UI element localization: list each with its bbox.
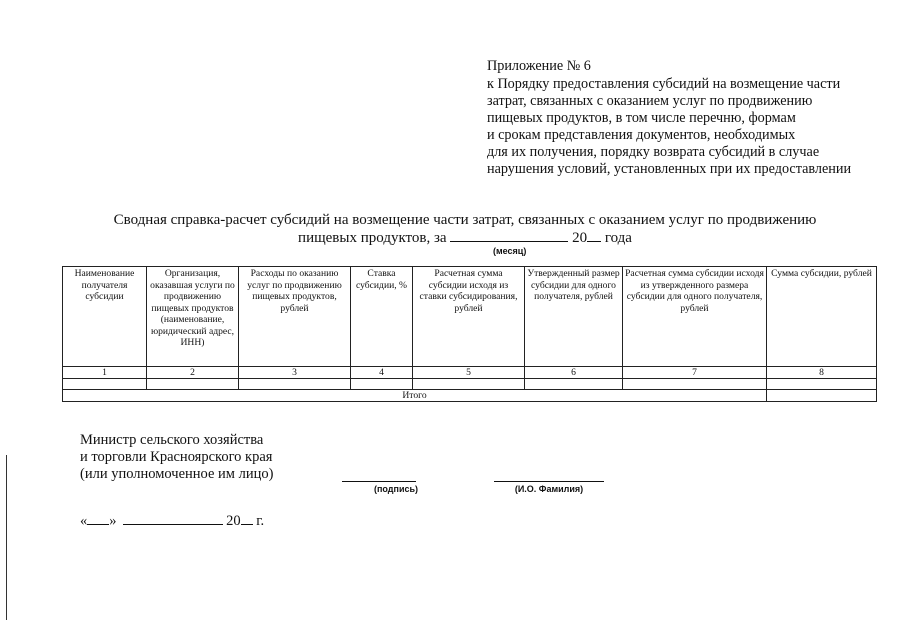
left-margin-line: [6, 455, 7, 620]
column-number: 1: [63, 367, 147, 379]
date-year-prefix: 20: [226, 513, 241, 529]
document-title: [60, 211, 870, 247]
date-month-blank-field[interactable]: [123, 512, 223, 525]
header-expenses: Расходы по оказанию услуг по продвижению пищевых продуктов, рублей: [239, 267, 351, 367]
header-calculated-by-rate: Расчетная сумма субсидии исходя из ставки субсидирования, рублей: [413, 267, 525, 367]
column-number: 4: [351, 367, 413, 379]
signature-line[interactable]: [342, 481, 416, 482]
header-calculated-by-approved: Расчетная сумма субсидии исходя из утвержденного размера субсидии для одного получателя, рублей: [623, 267, 767, 367]
header-subsidy-rate: Ставка субсидии, %: [351, 267, 413, 367]
title-line-2: [60, 229, 870, 247]
title-year-prefix: 20: [572, 230, 588, 246]
table-header-row: [63, 267, 877, 367]
appendix-text-line: и срокам представления документов, необходимых: [487, 127, 796, 143]
total-label: Итого: [63, 390, 767, 402]
total-row: [63, 390, 877, 402]
date-year-blank-field[interactable]: [241, 512, 253, 525]
appendix-text-line: пищевых продуктов, в том числе перечню, формам: [487, 110, 796, 126]
day-blank-field[interactable]: [87, 512, 109, 525]
appendix-text-line: нарушения условий, установленных при их предоставлении: [487, 161, 852, 177]
signer-block: [80, 432, 273, 483]
signer-title-line: (или уполномоченное им лицо): [80, 466, 274, 482]
signer-title-line: и торговли Красноярского края: [80, 449, 273, 465]
appendix-text-line: для их получения, порядку возврата субсидий в случае: [487, 144, 820, 160]
appendix-header: [487, 58, 887, 178]
signer-title-line: Министр сельского хозяйства: [80, 432, 264, 448]
column-number: 5: [413, 367, 525, 379]
appendix-text-line: к Порядку предоставления субсидий на возмещение части: [487, 76, 841, 92]
column-number: 6: [525, 367, 623, 379]
name-line[interactable]: [494, 481, 604, 482]
appendix-text-line: затрат, связанных с оказанием услуг по продвижению: [487, 93, 813, 109]
month-blank-field[interactable]: [450, 229, 568, 242]
table-cell[interactable]: [413, 379, 525, 390]
table-cell[interactable]: [239, 379, 351, 390]
header-subsidy-sum: Сумма субсидии, рублей: [767, 267, 877, 367]
title-suffix: года: [604, 230, 632, 246]
subsidy-summary-table: [62, 266, 877, 402]
header-approved-amount: Утвержденный размер субсидии для одного получателя, рублей: [525, 267, 623, 367]
column-number: 8: [767, 367, 877, 379]
column-number-row: [63, 367, 877, 379]
header-service-organization: Организация, оказавшая услуги по продвижению пищевых продуктов (наименование, юридический адрес, ИНН): [147, 267, 239, 367]
title-line-1: Сводная справка-расчет субсидий на возмещение части затрат, связанных с оказанием услуг по продвижению: [113, 212, 817, 228]
column-number: 3: [239, 367, 351, 379]
table-cell[interactable]: [147, 379, 239, 390]
header-recipient-name: Наименование получателя субсидии: [63, 267, 147, 367]
table-cell[interactable]: [63, 379, 147, 390]
date-close-quote: »: [109, 513, 117, 529]
table-cell[interactable]: [351, 379, 413, 390]
signature-caption: (подпись): [373, 484, 419, 494]
column-number: 7: [623, 367, 767, 379]
table-row: [63, 379, 877, 390]
total-value-cell[interactable]: [767, 390, 877, 402]
title-period-prefix: пищевых продуктов, за: [298, 230, 447, 246]
table-cell[interactable]: [623, 379, 767, 390]
table-cell[interactable]: [767, 379, 877, 390]
appendix-number: Приложение № 6: [487, 58, 591, 74]
name-caption: (И.О. Фамилия): [514, 484, 584, 494]
date-field: [80, 512, 264, 530]
year-blank-field[interactable]: [587, 229, 601, 242]
table-cell[interactable]: [525, 379, 623, 390]
date-year-suffix: г.: [256, 513, 265, 529]
date-open-quote: «: [80, 513, 88, 529]
column-number: 2: [147, 367, 239, 379]
month-caption: (месяц): [493, 246, 527, 256]
